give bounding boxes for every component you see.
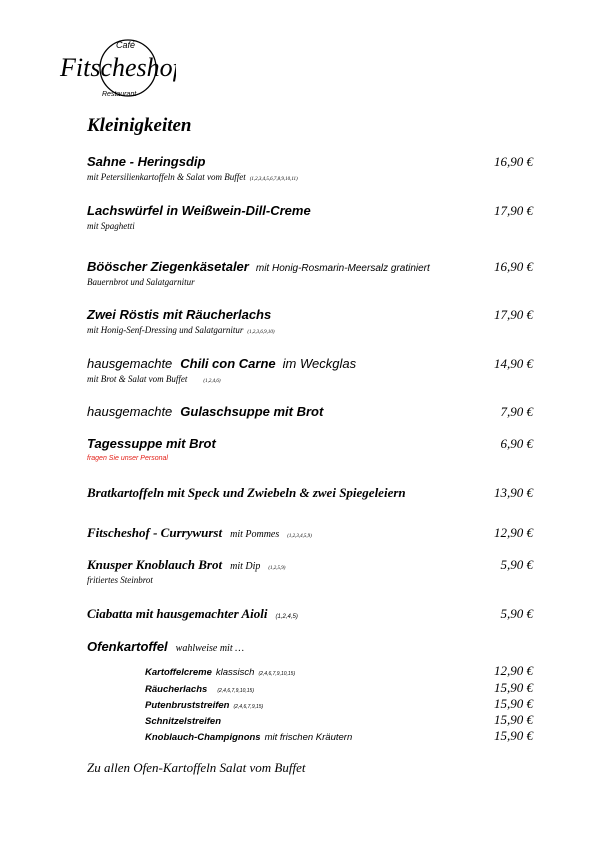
option-row [145, 728, 533, 744]
item-name: Gulaschsuppe mit Brot [180, 404, 324, 419]
item-name: Chili con Carne [180, 356, 276, 371]
menu-item [87, 524, 533, 542]
allergen-codes: (2,4,6,7,9,10,15) [258, 671, 296, 677]
item-price: 12,90 € [494, 525, 533, 540]
item-description: mit Spaghetti [87, 221, 135, 231]
option-name: Räucherlachs [145, 684, 208, 695]
item-description: mit Honig-Senf-Dressing und Salatgarnitur [87, 325, 244, 335]
item-price: 16,90 € [494, 259, 533, 274]
menu-item [87, 202, 533, 232]
menu-item [87, 403, 533, 421]
option-price: 15,90 € [494, 680, 533, 695]
item-description: Bauernbrot und Salatgarnitur [87, 277, 195, 287]
logo-cafe-text: Café [116, 40, 136, 50]
item-description: mit Petersilienkartoffeln & Salat vom Buffet [87, 172, 246, 182]
logo-restaurant-text: Restaurant [102, 91, 137, 98]
item-name: Knusper Knoblauch Brot [87, 557, 223, 572]
item-detail: mit Pommes [230, 529, 280, 540]
item-name: Zwei Röstis mit Räucherlachs [87, 307, 272, 322]
item-name: Bööscher Ziegenkäsetaler [87, 259, 249, 274]
item-price: 17,90 € [494, 203, 533, 218]
option-name: Knoblauch-Champignons [145, 732, 261, 743]
option-row [145, 663, 533, 679]
item-prefix: hausgemachte [87, 404, 173, 419]
menu-item [87, 605, 533, 623]
item-name: Bratkartoffeln mit Speck und Zwiebeln & zwei Spiegeleiern [87, 485, 406, 500]
option-name: Putenbruststreifen [145, 700, 230, 711]
option-price: 12,90 € [494, 663, 533, 678]
item-price: 5,90 € [500, 557, 533, 572]
menu-item [87, 484, 533, 502]
menu-item [87, 355, 533, 388]
item-name: Fitscheshof - Currywurst [87, 525, 223, 540]
item-name: Tagessuppe mit Brot [87, 436, 216, 451]
option-price: 15,90 € [494, 712, 533, 727]
page-title: Kleinigkeiten [87, 115, 192, 136]
allergen-codes: (1,2,3,4,5,9) [287, 534, 312, 539]
allergen-codes: (1,2,3,4,5,6,7,8,9,10,11) [249, 177, 298, 182]
allergen-codes: (1,2,5,9) [268, 566, 286, 571]
option-row [145, 712, 533, 728]
allergen-codes: (2,4,6,7,9,10,15) [217, 688, 255, 694]
item-suffix: im Weckglas [282, 356, 357, 371]
item-price: 13,90 € [494, 485, 533, 500]
item-name: Ciabatta mit hausgemachter Aioli [87, 606, 268, 621]
item-detail: mit Honig-Rosmarin-Meersalz gratiniert [255, 263, 430, 274]
item-detail: mit Dip [230, 561, 261, 572]
allergen-codes: (1,2,3,6,9,10) [247, 330, 275, 335]
item-description: mit Brot & Salat vom Buffet [87, 374, 188, 384]
menu-item [87, 306, 533, 339]
option-detail: klassisch [215, 667, 255, 678]
item-price: 6,90 € [500, 436, 533, 451]
logo-graphic [56, 30, 176, 110]
option-price: 15,90 € [494, 696, 533, 711]
allergen-codes: (1,2,4,5) [275, 614, 298, 620]
item-prefix: hausgemachte [87, 356, 173, 371]
option-row [145, 680, 533, 696]
logo-name-text: Fitscheshof [60, 53, 176, 82]
allergen-codes: (1,2,4,6) [203, 379, 221, 384]
option-name: Kartoffelcreme [145, 667, 212, 678]
footer-note: Zu allen Ofen-Kartoffeln Salat vom Buffet [87, 760, 306, 775]
item-name: Lachswürfel in Weißwein-Dill-Creme [87, 203, 311, 218]
item-detail: wahlweise mit … [175, 643, 245, 654]
menu-item [87, 258, 533, 288]
item-name: Ofenkartoffel [87, 639, 168, 654]
item-price: 16,90 € [494, 154, 533, 169]
item-description: fritiertes Steinbrot [87, 575, 153, 585]
menu-item [87, 638, 533, 656]
allergen-codes: (2,4,6,7,9,15) [233, 704, 264, 710]
restaurant-logo [56, 30, 176, 110]
menu-item [87, 435, 533, 465]
option-price: 15,90 € [494, 728, 533, 743]
option-detail: mit frischen Kräutern [264, 732, 353, 743]
menu-item [87, 153, 533, 186]
item-price: 7,90 € [500, 404, 533, 419]
option-name: Schnitzelstreifen [145, 716, 222, 727]
item-price: 5,90 € [500, 606, 533, 621]
item-price: 14,90 € [494, 356, 533, 371]
item-name: Sahne - Heringsdip [87, 154, 206, 169]
item-price: 17,90 € [494, 307, 533, 322]
item-note: fragen Sie unser Personal [87, 455, 168, 462]
option-row [145, 696, 533, 712]
menu-item [87, 556, 533, 586]
